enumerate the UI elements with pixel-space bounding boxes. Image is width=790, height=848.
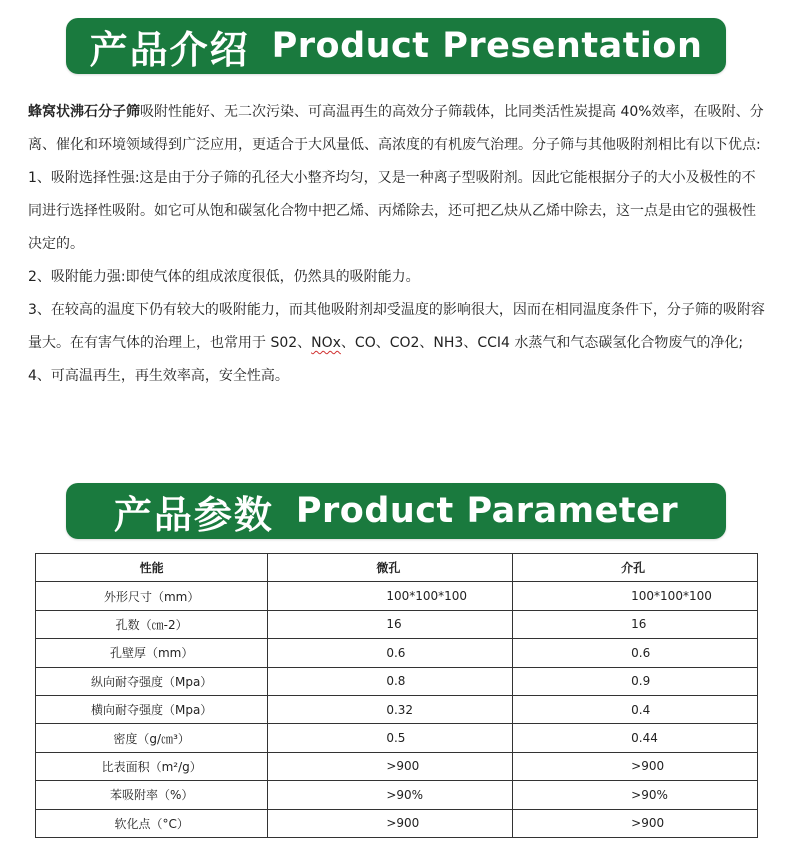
table-row — [36, 781, 758, 809]
cell-mesopore: 0.6 — [513, 639, 758, 667]
intro-paragraph-1: 1、吸附选择性强:这是由于分子筛的孔径大小整齐均匀，又是一种离子型吸附剂。因此它能根据分子的大小及极性的不同进行选择性吸附。如它可从饱和碳氢化合物中把乙烯、丙烯除去，还可把乙炔从乙烯中除去，这一点是由它的强极性决定的。 — [28, 170, 756, 252]
cell-mesopore: 0.44 — [513, 724, 758, 752]
intro-text — [28, 96, 768, 393]
cell-property: 横向耐夺强度（Mpa） — [36, 695, 268, 723]
cell-micropore: 16 — [268, 610, 513, 638]
cell-mesopore: >900 — [513, 752, 758, 780]
intro-paragraph-4: 4、可高温再生，再生效率高，安全性高。 — [28, 368, 289, 384]
table-row — [36, 667, 758, 695]
cell-mesopore: 0.4 — [513, 695, 758, 723]
table-row — [36, 695, 758, 723]
cell-micropore: 0.6 — [268, 639, 513, 667]
table-row — [36, 610, 758, 638]
cell-mesopore: >900 — [513, 809, 758, 837]
table-row — [36, 639, 758, 667]
intro-banner — [66, 18, 726, 74]
header-micropore: 微孔 — [268, 554, 513, 582]
header-mesopore: 介孔 — [513, 554, 758, 582]
cell-property: 外形尺寸（mm） — [36, 582, 268, 610]
intro-p3-nox: NOx — [311, 335, 341, 351]
table-header-row — [36, 554, 758, 582]
cell-mesopore: >90% — [513, 781, 758, 809]
intro-banner-title-zh: 产品介绍 — [89, 27, 250, 72]
parameter-table — [35, 553, 758, 838]
cell-property: 孔壁厚（mm） — [36, 639, 268, 667]
intro-paragraph-3 — [28, 294, 768, 360]
cell-mesopore: 16 — [513, 610, 758, 638]
cell-micropore: 0.5 — [268, 724, 513, 752]
table-row — [36, 582, 758, 610]
cell-micropore: 0.32 — [268, 695, 513, 723]
cell-mesopore: 0.9 — [513, 667, 758, 695]
cell-micropore: 0.8 — [268, 667, 513, 695]
intro-paragraph-2: 2、吸附能力强:即使气体的组成浓度很低，仍然具的吸附能力。 — [28, 269, 420, 285]
cell-micropore: >900 — [268, 752, 513, 780]
intro-paragraph-lead — [28, 96, 768, 162]
intro-p3-part-a: 3、在较高的温度下仍有较大的吸附能力，而其他吸附剂却受温度的影响很大，因而在相同温度条件下，分子筛的吸附容量大。在有害气体的治理上，也常用于 S02、 — [28, 302, 765, 351]
cell-property: 比表面积（m²/g） — [36, 752, 268, 780]
cell-micropore: 100*100*100 — [268, 582, 513, 610]
cell-mesopore: 100*100*100 — [513, 582, 758, 610]
table-row — [36, 809, 758, 837]
cell-property: 苯吸附率（%） — [36, 781, 268, 809]
cell-property: 软化点（°C） — [36, 809, 268, 837]
table-row — [36, 724, 758, 752]
cell-property: 纵向耐夺强度（Mpa） — [36, 667, 268, 695]
cell-property: 密度（g/㎝³） — [36, 724, 268, 752]
intro-banner-title-en: Product Presentation — [271, 26, 703, 66]
param-banner-title-zh: 产品参数 — [113, 492, 274, 537]
cell-property: 孔数（㎝-2） — [36, 610, 268, 638]
intro-lead-text: 吸附性能好、无二次污染、可高温再生的高效分子筛载体，比同类活性炭提高 40%效率，在吸附、分离、催化和环境领域得到广泛应用，更适合于大风量低、高浓度的有机废气治理。分子筛与其他吸附剂相比有以下优点: — [28, 104, 764, 153]
param-banner — [66, 483, 726, 539]
intro-lead-term: 蜂窝状沸石分子筛 — [28, 104, 140, 120]
intro-p3-part-b: 、CO、CO2、NH3、CCI4 水蒸气和气态碳氢化合物废气的净化; — [340, 335, 744, 351]
cell-micropore: >900 — [268, 809, 513, 837]
cell-micropore: >90% — [268, 781, 513, 809]
header-property: 性能 — [36, 554, 268, 582]
param-banner-title-en: Product Parameter — [295, 491, 679, 531]
table-row — [36, 752, 758, 780]
